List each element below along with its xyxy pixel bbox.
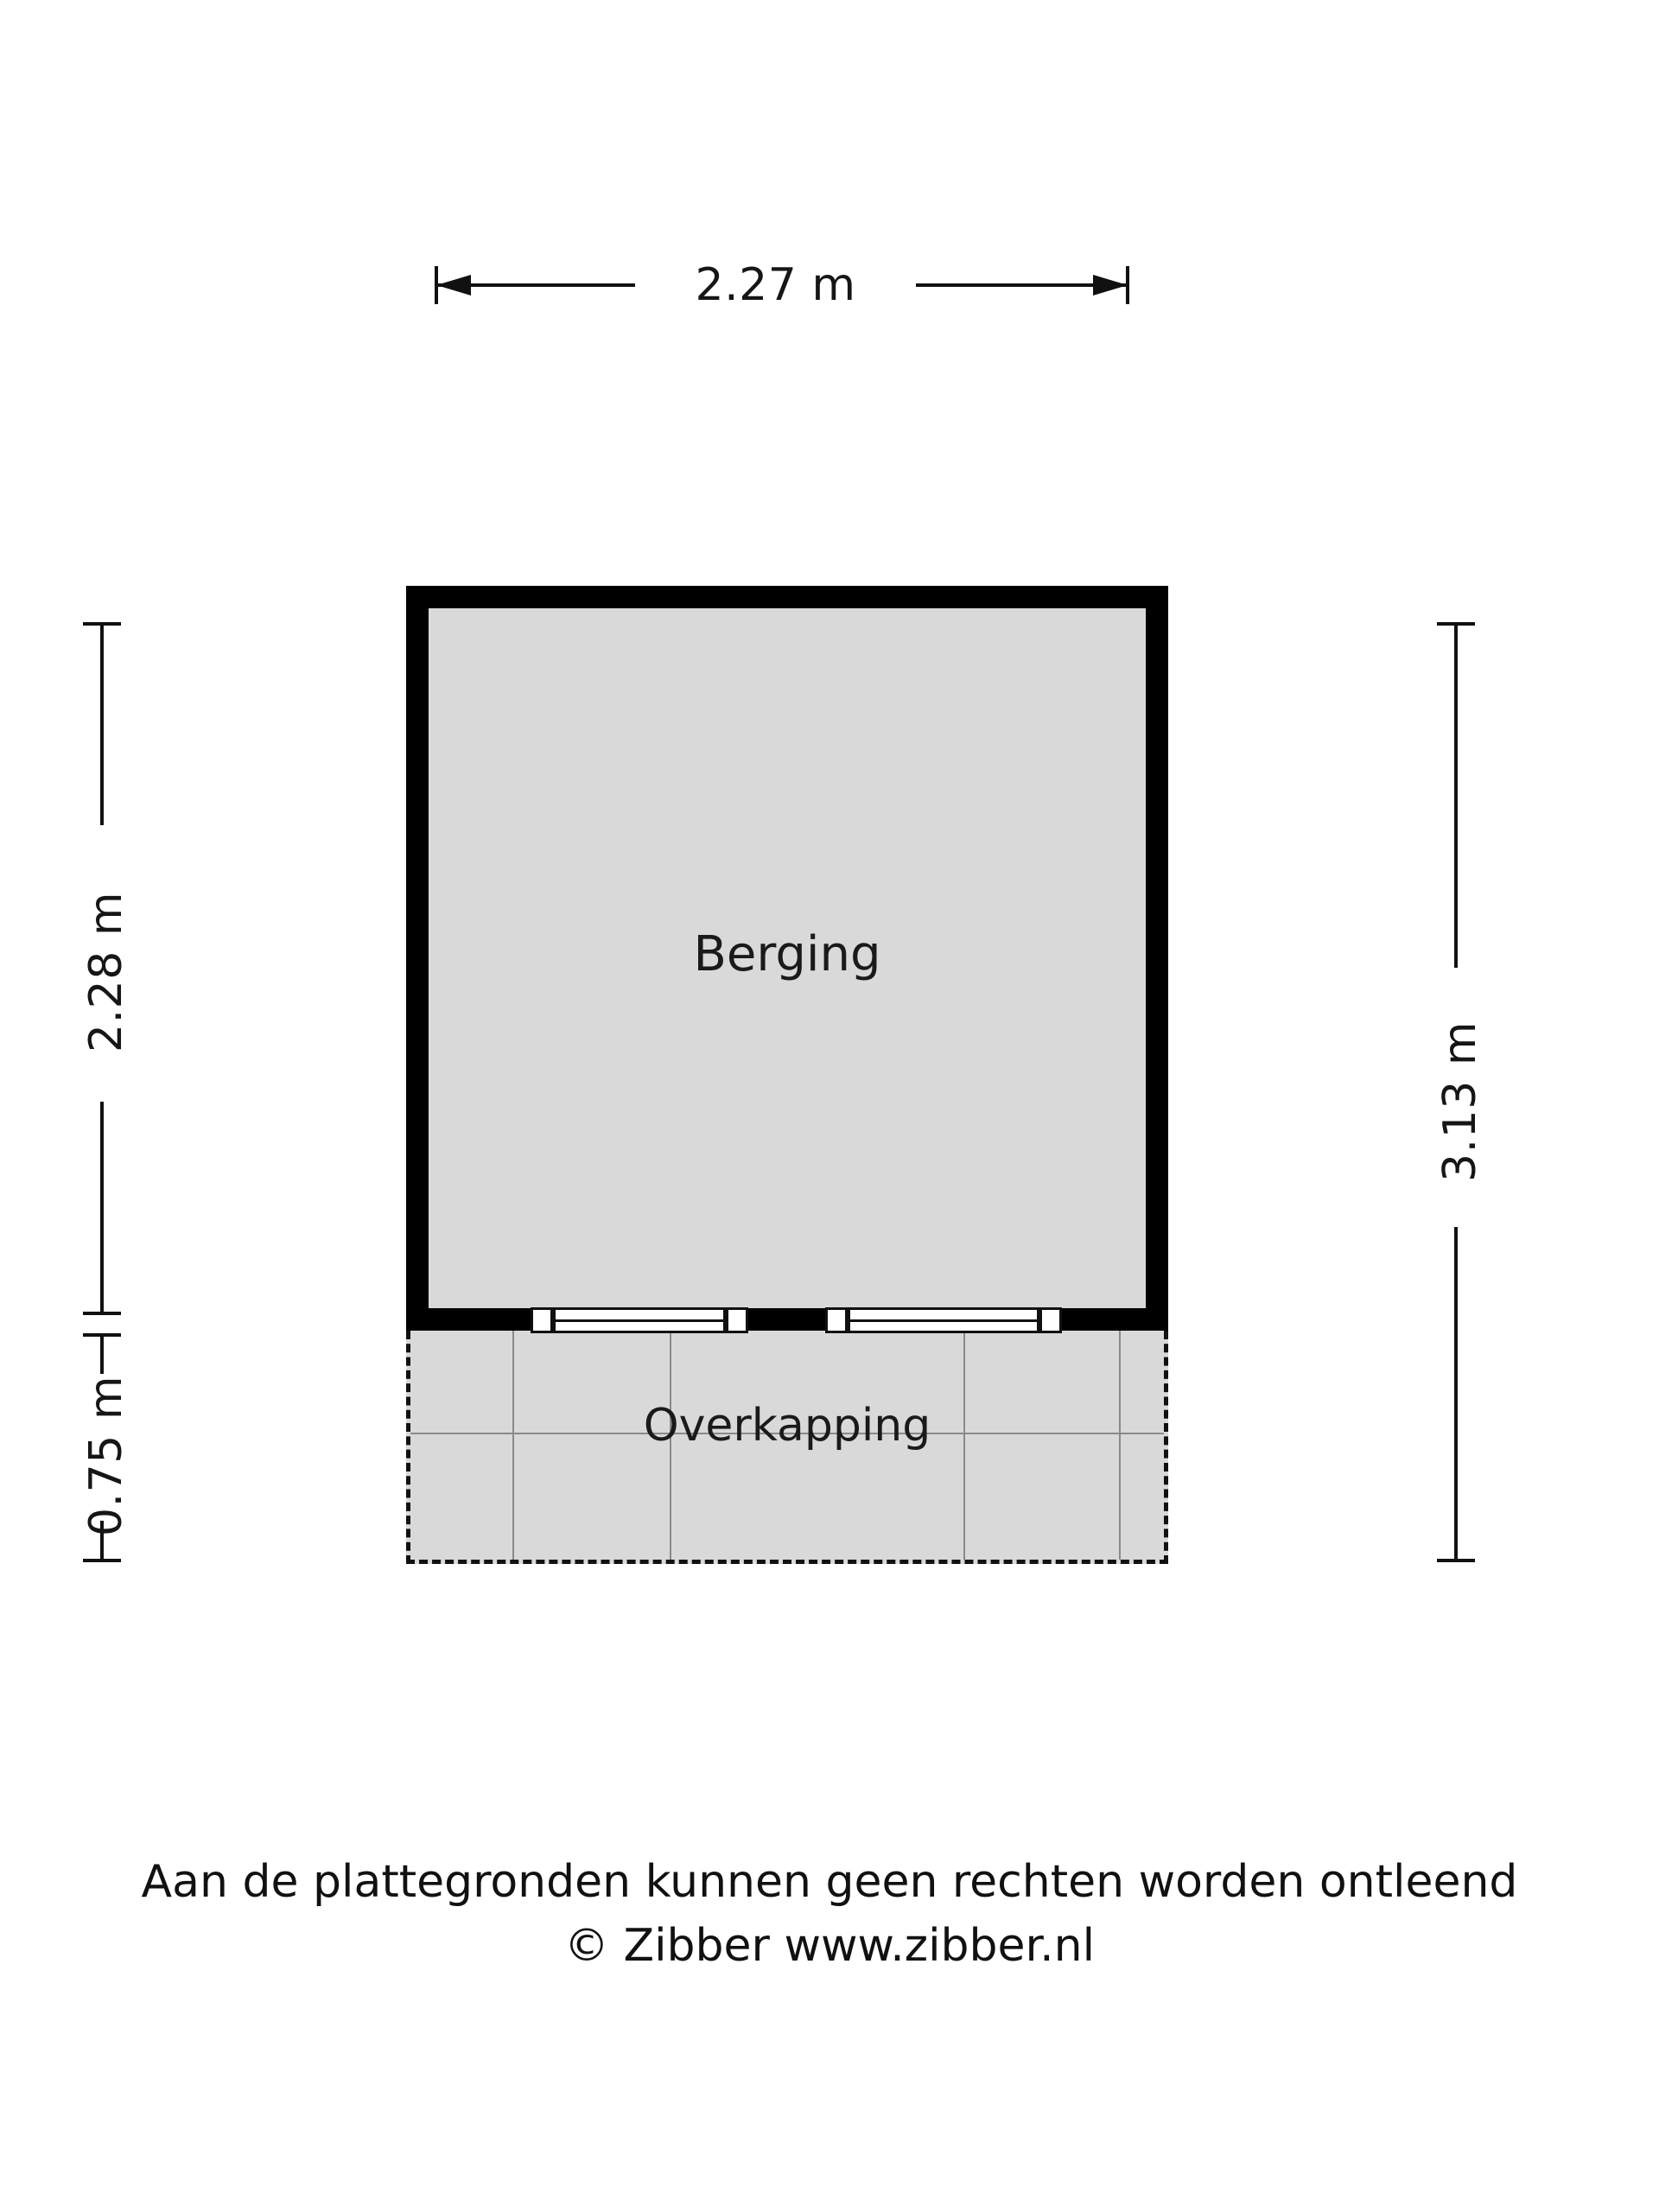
- door-frame-middle-right: [825, 1307, 848, 1333]
- dimension-label-right: 3.13 m: [1434, 1021, 1486, 1182]
- room-label-overkapping: Overkapping: [643, 1400, 931, 1452]
- room-label-berging: Berging: [693, 926, 881, 982]
- door-frame-left: [531, 1307, 553, 1333]
- door-leaf-right: [848, 1307, 1039, 1333]
- dimension-label-left-upper: 2.28 m: [80, 892, 132, 1052]
- door-frame-middle-left: [726, 1307, 748, 1333]
- door-frame-right: [1039, 1307, 1062, 1333]
- door-leaf-left: [553, 1307, 726, 1333]
- dimension-label-left-lower: 0.75 m: [80, 1376, 132, 1536]
- dimension-label-top: 2.27 m: [695, 259, 856, 311]
- footer-copyright: © Zibber www.zibber.nl: [563, 1920, 1096, 1972]
- footer-disclaimer: Aan de plattegronden kunnen geen rechten worden ontleend: [141, 1856, 1518, 1908]
